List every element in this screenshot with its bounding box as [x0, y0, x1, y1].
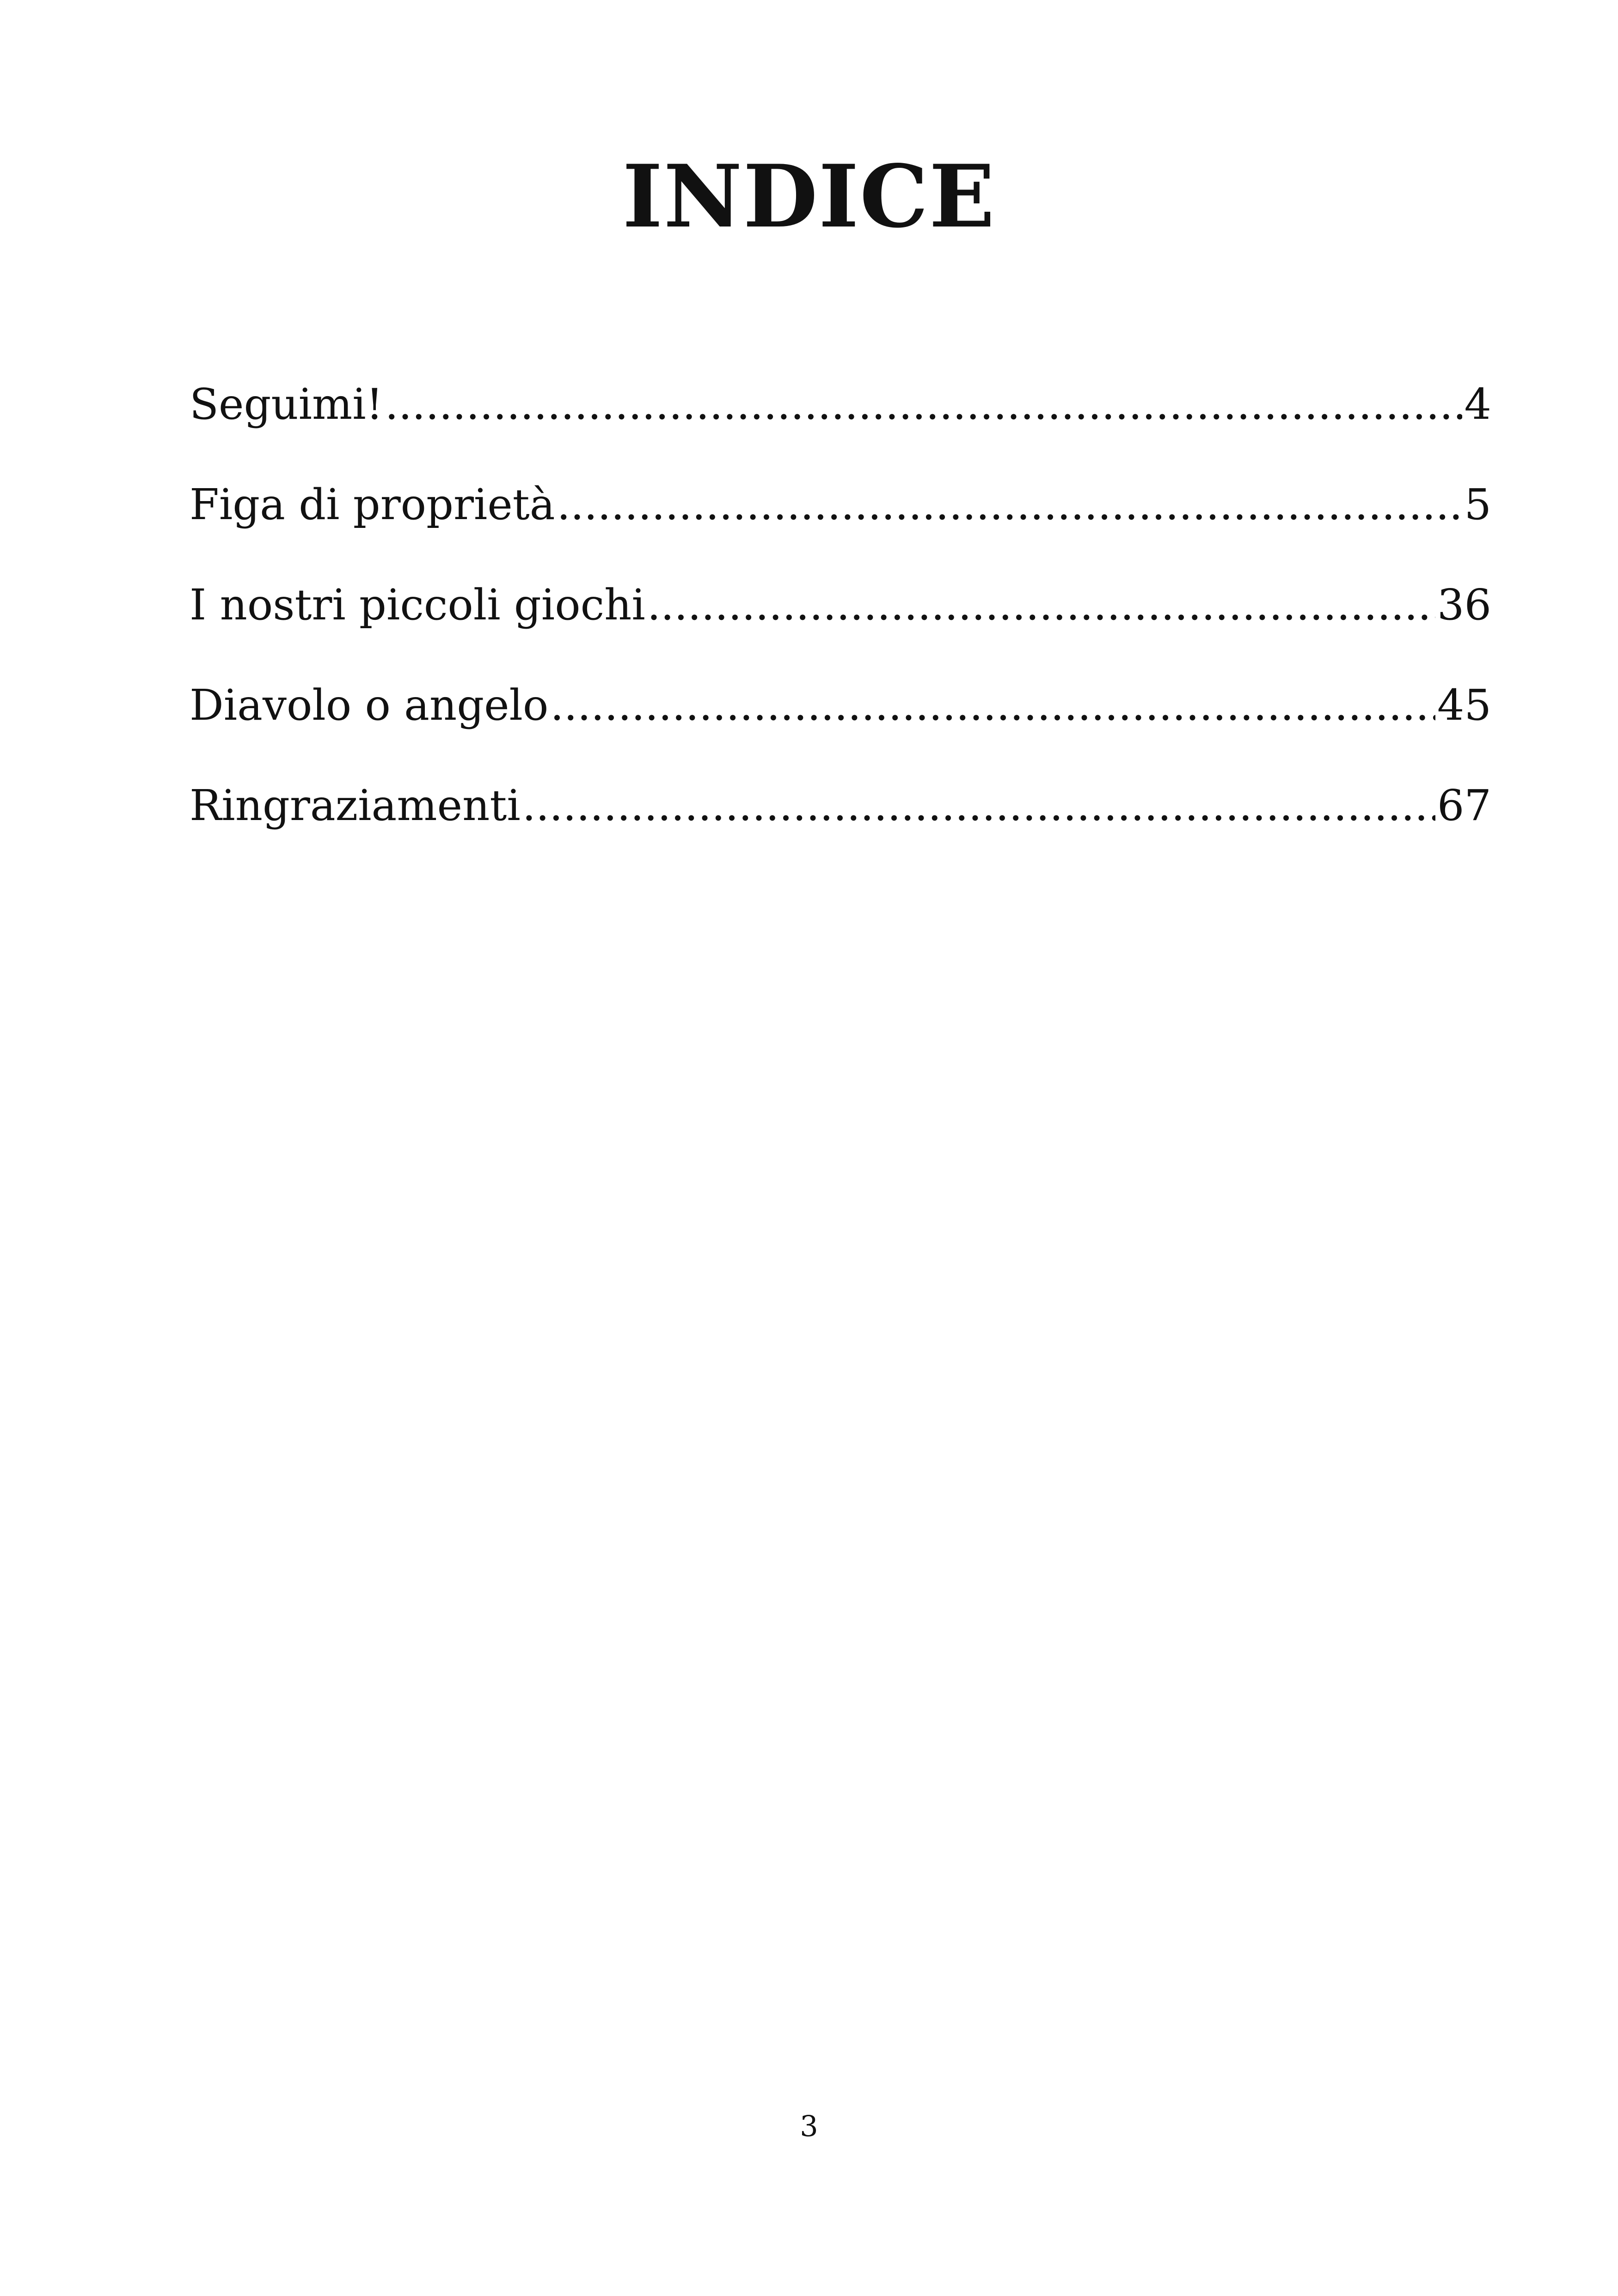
table-of-contents [190, 370, 1491, 871]
toc-entry-label: Figa di proprietà [190, 480, 555, 529]
toc-dot-leader [557, 470, 1463, 539]
page-number: 3 [800, 2109, 818, 2143]
toc-entry-diavolo-o-angelo[interactable] [190, 671, 1491, 771]
toc-entry-label: Ringraziamenti [190, 781, 521, 830]
toc-dot-leader [647, 570, 1435, 640]
toc-entry-figa-di-proprieta[interactable] [190, 470, 1491, 570]
toc-dot-leader [385, 370, 1463, 439]
toc-entry-page: 67 [1437, 781, 1491, 830]
toc-entry-page: 45 [1437, 680, 1491, 730]
toc-dot-leader [550, 671, 1435, 740]
toc-entry-label: I nostri piccoli giochi [190, 580, 645, 630]
toc-entry-page: 5 [1464, 480, 1491, 529]
toc-entry-seguimi[interactable] [190, 370, 1491, 470]
toc-entry-page: 36 [1437, 580, 1491, 630]
toc-entry-label: Seguimi! [190, 380, 383, 429]
toc-entry-page: 4 [1464, 380, 1491, 429]
toc-entry-label: Diavolo o angelo [190, 680, 549, 730]
toc-entry-ringraziamenti[interactable] [190, 771, 1491, 871]
page-title: INDICE [622, 146, 996, 247]
toc-entry-i-nostri-piccoli-giochi[interactable] [190, 570, 1491, 671]
toc-dot-leader [522, 771, 1435, 840]
